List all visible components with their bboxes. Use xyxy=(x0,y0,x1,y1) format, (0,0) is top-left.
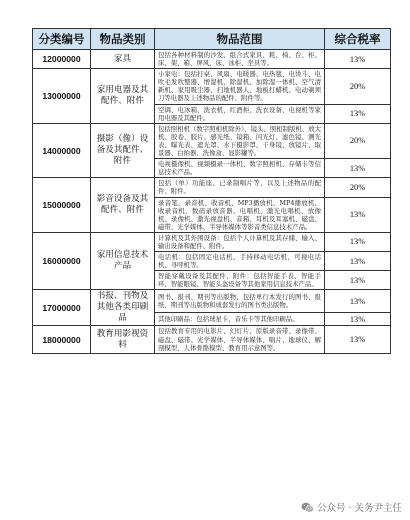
tax-rate: 13% xyxy=(325,104,391,123)
item-scope: 包括照相机（数字照相机除外）、镜头、照相制版机、放大机、胶卷、胶片、感光纸、镜箱、闪光灯、滤色镜、测光表、曝光表、遮光罩、水下摄影罩、干身镜、放镜片、取景器、白拍器、洗像盒、显影罐等。 xyxy=(155,123,325,158)
header-rate: 综合税率 xyxy=(325,29,391,50)
table-row xyxy=(33,326,391,353)
item-scope: 小家电：包括打桌、风扇、电暖器、电热毯、电烫斗、电吹毛发吹整器、增湿机、除湿机、加除湿一体机、空气清新机、家用吸尘器、扫地机器人、地板打蜡机、电动剃须刀等电器及上述物品的配件、附件等。 xyxy=(155,69,325,104)
table-row xyxy=(33,123,391,158)
tax-rate: 13% xyxy=(325,312,391,326)
category-code: 13000000 xyxy=(33,69,91,124)
item-scope: 电视摄像机、视频摄录一体机、数字照相机、存储卡等信息技术产品。 xyxy=(155,159,325,178)
category-name: 家用电器及其配件、附件 xyxy=(91,69,155,124)
watermark-text: 公众号 · 关务尹主任 xyxy=(316,503,402,514)
item-scope: 图书、报刊、期刊等出版物，包括单行本发行的图书、报纸、期刊等出版物和成套发行的图书类出版物。 xyxy=(155,290,325,312)
category-code: 14000000 xyxy=(33,123,91,178)
item-scope: 包括各种材料制的沙发、组合式家具、耗、椅、台、柜、床、架、箱、屏风、床、冰柜、坐具等。 xyxy=(155,50,325,69)
tax-rate: 13% xyxy=(325,50,391,69)
category-name: 影音设备及其配件、附件 xyxy=(91,178,155,233)
table-header-row xyxy=(33,29,391,50)
category-code: 12000000 xyxy=(33,50,91,69)
wechat-icon xyxy=(301,502,314,513)
table-row xyxy=(33,178,391,197)
item-scope: 电话机：包括固定电话机、手持移动电话机、可视电话机、寻呼机等。 xyxy=(155,252,325,271)
table-row xyxy=(33,50,391,69)
table-row xyxy=(33,69,391,104)
tax-rate: 13% xyxy=(325,271,391,290)
tax-rate-table xyxy=(32,28,391,354)
item-scope: 智能穿戴设备及其配件、附件：包括智能手表、智能手环、智能眼镜、智能头盔设备等其他家用信息技术产品。 xyxy=(155,271,325,290)
tax-rate: 13% xyxy=(325,232,391,251)
tax-rate: 13% xyxy=(325,197,391,232)
category-code: 16000000 xyxy=(33,232,91,290)
tax-rate: 13% xyxy=(325,326,391,353)
category-name: 摄影（像）设备及其配件、附件 xyxy=(91,123,155,178)
table-row xyxy=(33,232,391,251)
item-scope: 包括（单）功能座、已录制唱片等，以及上述物品的配件、附件。 xyxy=(155,178,325,197)
item-scope: 其他印刷品：包括球星卡、音乐卡等其他印刷品。 xyxy=(155,312,325,326)
tax-rate: 20% xyxy=(325,123,391,158)
watermark xyxy=(301,500,402,514)
category-code: 17000000 xyxy=(33,290,91,326)
category-code: 18000000 xyxy=(33,326,91,353)
table-row xyxy=(33,290,391,312)
header-scope: 物品范围 xyxy=(155,29,325,50)
item-scope: 空调、电冰箱、洗衣机、红酒柜、洗衣设备、电视机等家用电器及其配件。 xyxy=(155,104,325,123)
tax-rate: 13% xyxy=(325,290,391,312)
category-name: 家用信息技术产品 xyxy=(91,232,155,290)
table-body xyxy=(33,50,391,354)
category-name: 家具 xyxy=(91,50,155,69)
tax-rate: 20% xyxy=(325,69,391,104)
item-scope: 包括教育专用的电影片、幻灯片、原版录音带、录像带、磁盘、磁带、光学媒体、半导体媒体、唱片、地球仪、解剖模型、人体骨骼模型、教育用示意图等。 xyxy=(155,326,325,353)
header-category: 物品类别 xyxy=(91,29,155,50)
header-code: 分类编号 xyxy=(33,29,91,50)
category-name: 书报、刊物及其他各类印刷品 xyxy=(91,290,155,326)
item-scope: 计算机及其外围设备：包括个人计算机及其存储、输入、输出设备和配件、附件。 xyxy=(155,232,325,251)
tax-rate: 13% xyxy=(325,159,391,178)
tax-rate: 13% xyxy=(325,252,391,271)
tax-rate: 20% xyxy=(325,178,391,197)
item-scope: 录音笔、录音机、收音机、MP3播放机、MP4播放机、收录音机、数码录放音器、电唱机、激光电唱机、放像机、录像机、激光视盘机、音箱、耳机及耳塞机、磁盘、磁带、光学媒体、半导体媒体等影音类信息技术产品。 xyxy=(155,197,325,232)
category-name: 教育用影视资料 xyxy=(91,326,155,353)
category-code: 15000000 xyxy=(33,178,91,233)
